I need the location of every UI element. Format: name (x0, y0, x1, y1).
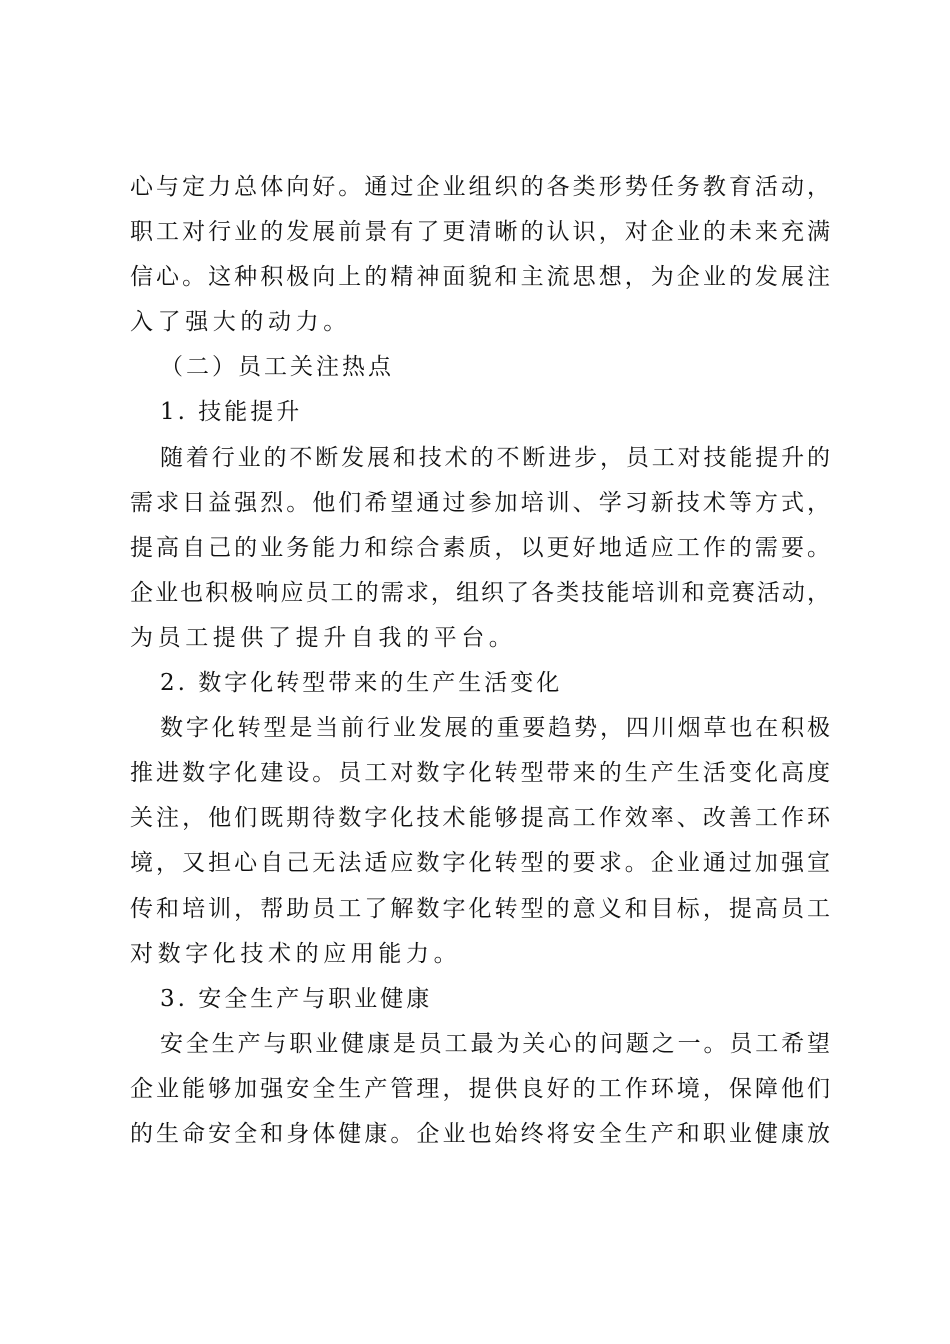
paragraph-line: 信心。这种积极向上的精神面貌和主流思想，为企业的发展注 (130, 264, 830, 291)
paragraph-line: 对数字化技术的应用能力。 (130, 940, 462, 967)
paragraph-line: 提高自己的业务能力和综合素质，以更好地适应工作的需要。 (130, 534, 830, 561)
paragraph-line: 安全生产与职业健康是员工最为关心的问题之一。员工希望 (160, 1030, 830, 1057)
paragraph-line: 需求日益强烈。他们希望通过参加培训、学习新技术等方式， (130, 489, 830, 516)
paragraph-line: 传和培训，帮助员工了解数字化转型的意义和目标，提高员工 (130, 895, 830, 922)
paragraph-line: 心与定力总体向好。通过企业组织的各类形势任务教育活动， (130, 174, 830, 200)
paragraph-line: 推进数字化建设。员工对数字化转型带来的生产生活变化高度 (130, 760, 830, 787)
paragraph-line: 数字化转型是当前行业发展的重要趋势，四川烟草也在积极 (160, 715, 830, 742)
paragraph-line: 入了强大的动力。 (130, 309, 351, 336)
document-page (130, 165, 830, 1157)
subsection-heading-skills: 1. 技能提升 (160, 399, 303, 426)
paragraph-line: 随着行业的不断发展和技术的不断进步，员工对技能提升的 (160, 444, 830, 471)
paragraph-line: 的生命安全和身体健康。企业也始终将安全生产和职业健康放 (130, 1120, 830, 1147)
subsection-heading-safety: 3. 安全生产与职业健康 (160, 985, 433, 1012)
paragraph-line: 企业也积极响应员工的需求，组织了各类技能培训和竞赛活动， (130, 579, 830, 606)
paragraph-line: 企业能够加强安全生产管理，提供良好的工作环境，保障他们 (130, 1075, 830, 1102)
subsection-heading-digital: 2. 数字化转型带来的生产生活变化 (160, 670, 563, 697)
paragraph-line: 关注，他们既期待数字化技术能够提高工作效率、改善工作环 (130, 805, 830, 832)
paragraph-line: 境，又担心自己无法适应数字化转型的要求。企业通过加强宣 (130, 850, 830, 877)
paragraph-line: 为员工提供了提升自我的平台。 (130, 624, 517, 651)
section-heading: （二）员工关注热点 (160, 354, 394, 381)
paragraph-line: 职工对行业的发展前景有了更清晰的认识，对企业的未来充满 (130, 219, 830, 246)
